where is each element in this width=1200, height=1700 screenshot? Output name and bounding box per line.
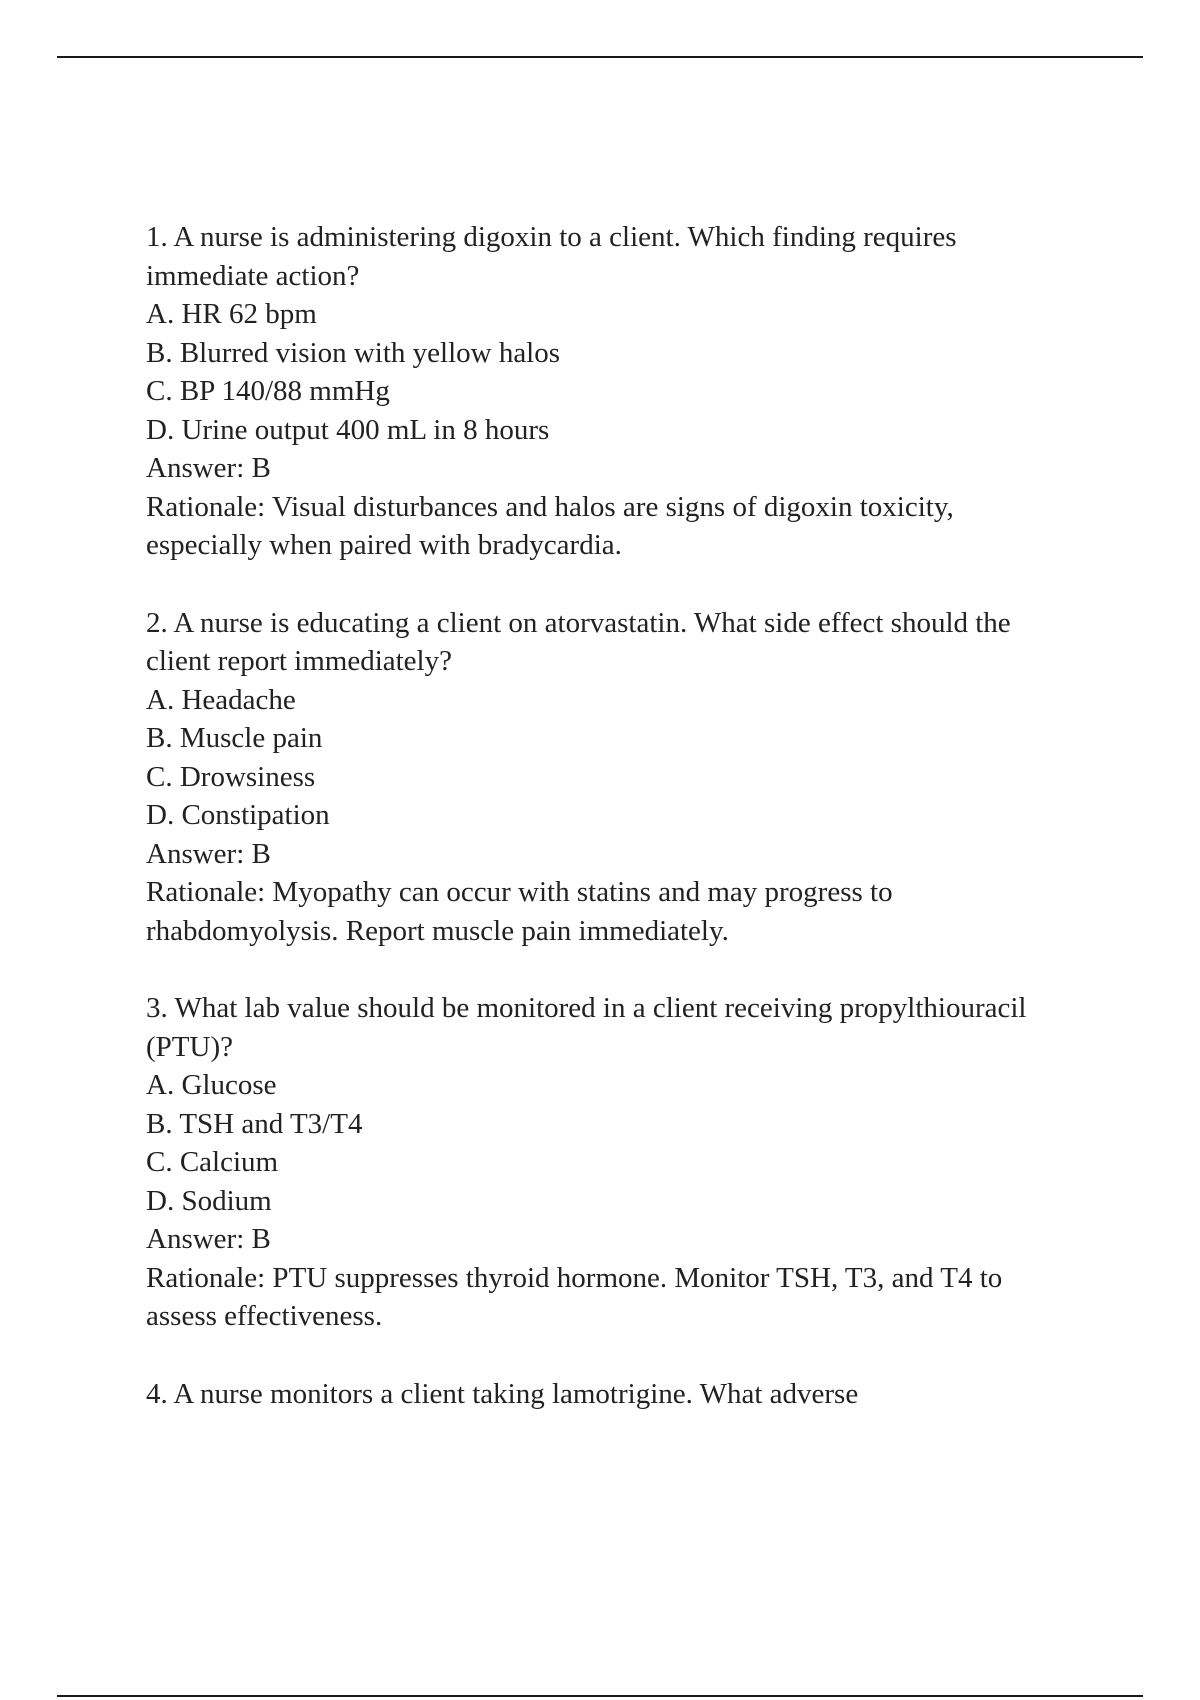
- rationale-text: Rationale: Visual disturbances and halos are signs of digoxin toxicity, especially when paired with bradycardia.: [146, 490, 954, 561]
- answer-text: Answer: B: [146, 452, 271, 484]
- option-a: A. HR 62 bpm: [146, 298, 317, 330]
- question-stem: 3. What lab value should be monitored in a client receiving propylthiouracil (PTU)?: [146, 992, 1027, 1063]
- answer-text: Answer: B: [146, 1223, 271, 1255]
- question-stem: 1. A nurse is administering digoxin to a client. Which finding requires immediate action?: [146, 221, 957, 292]
- option-c: C. Calcium: [146, 1146, 279, 1178]
- option-d: D. Urine output 400 mL in 8 hours: [146, 413, 550, 446]
- question-3: [146, 989, 1076, 1336]
- option-a: A. Headache: [146, 683, 296, 716]
- option-c: C. BP 140/88 mmHg: [146, 375, 390, 407]
- question-1: [146, 218, 1076, 565]
- option-b: B. Muscle pain: [146, 722, 323, 754]
- option-b: B. Blurred vision with yellow halos: [146, 336, 561, 369]
- option-d: D. Sodium: [146, 1184, 272, 1217]
- option-a: A. Glucose: [146, 1069, 277, 1101]
- footer-rule: [57, 1695, 1143, 1697]
- rationale-text: Rationale: Myopathy can occur with statins and may progress to rhabdomyolysis. Report muscle pain immediately.: [146, 876, 893, 947]
- rationale-text: Rationale: PTU suppresses thyroid hormone. Monitor TSH, T3, and T4 to assess effectiveness.: [146, 1261, 1003, 1332]
- header-rule: [57, 56, 1143, 58]
- option-d: D. Constipation: [146, 799, 330, 831]
- question-stem: 4. A nurse monitors a client taking lamotrigine. What adverse: [146, 1377, 859, 1410]
- question-stem: 2. A nurse is educating a client on atorvastatin. What side effect should the client report immediately?: [146, 606, 1011, 677]
- question-4: [146, 1375, 1076, 1414]
- option-b: B. TSH and T3/T4: [146, 1107, 363, 1140]
- answer-text: Answer: B: [146, 837, 271, 870]
- document-body: [146, 218, 1076, 1413]
- question-2: [146, 604, 1076, 951]
- option-c: C. Drowsiness: [146, 760, 316, 793]
